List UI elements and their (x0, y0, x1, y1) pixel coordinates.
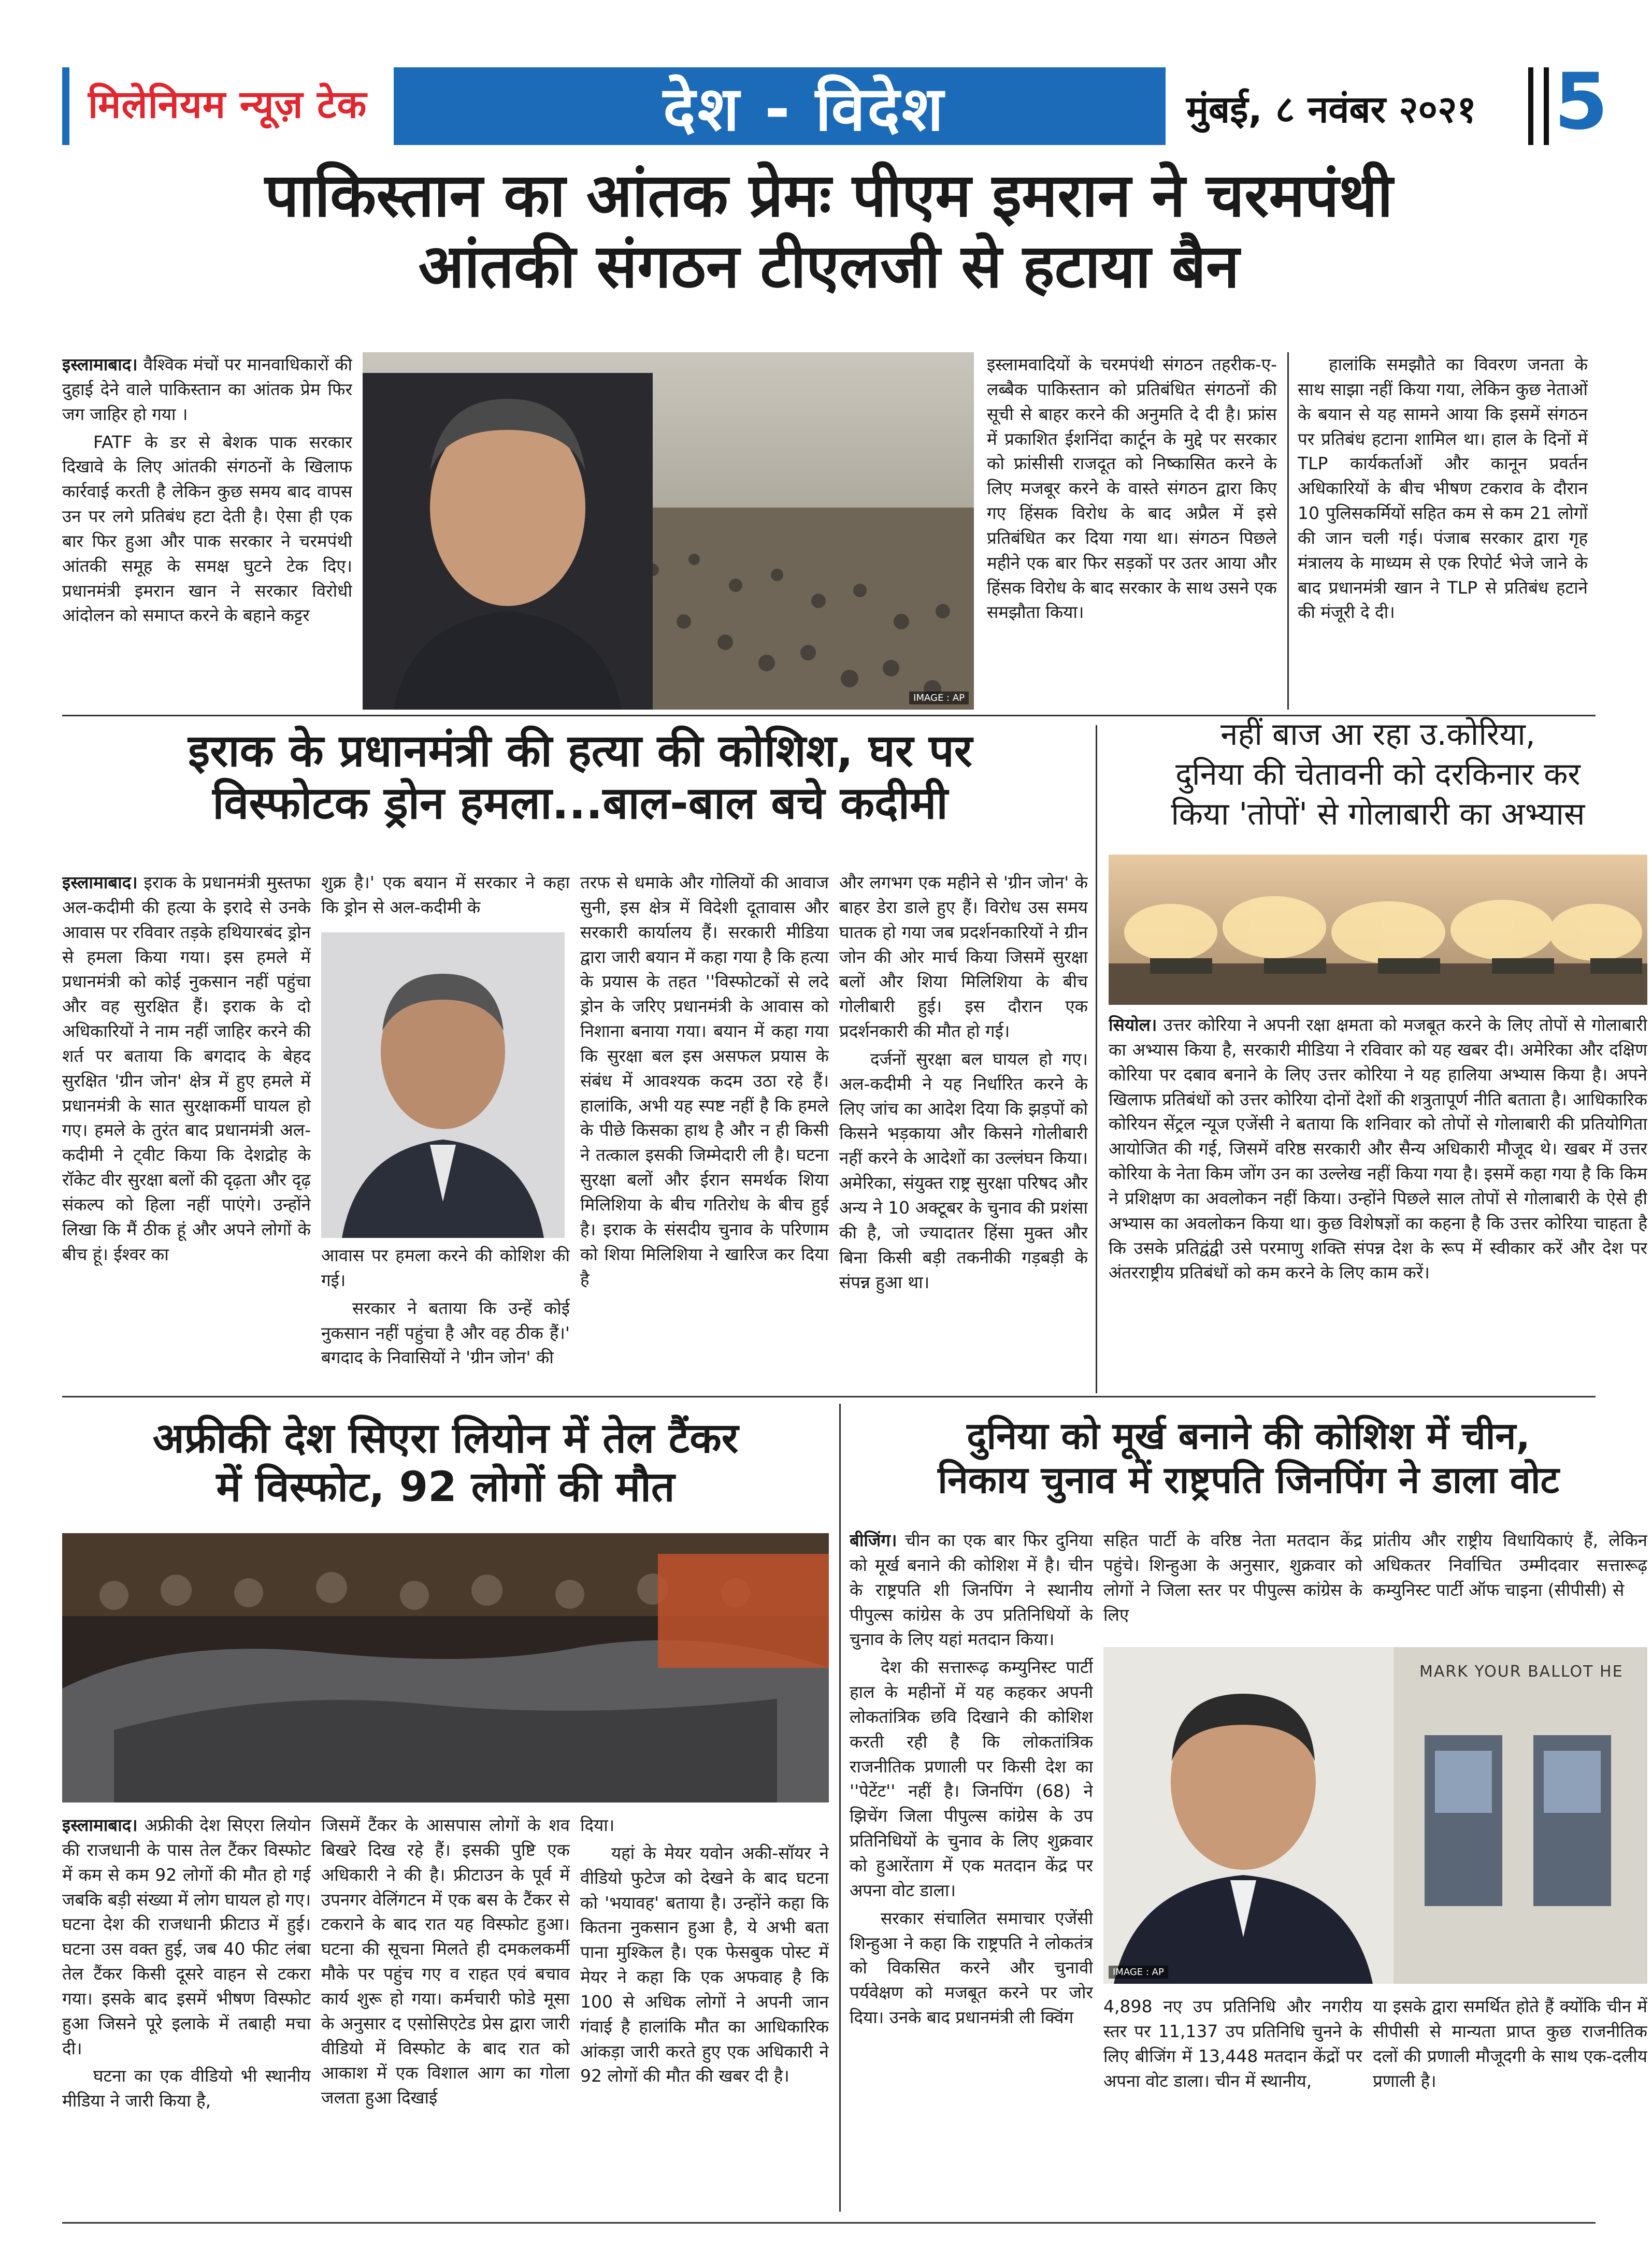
al-kadhimi-photo (321, 932, 565, 1238)
story1-col2 (987, 352, 1277, 715)
paragraph: इस्लामवादियों के चरमपंथी संगठन तहरीक-ए-लब्बैक पाकिस्तान को प्रतिबंधित संगठनों की सूची से बाहर करने की अनुमति दे दी है। फ्रांस में प्रकाशित ईशनिंदा कार्टून के मुद्दे पर सरकार को फ्रांसीसी राजदूत को निष्कासित करने के लिए मजबूर करने के वास्ते संगठन द्वारा किए गए हिंसक विरोध के बाद अप्रैल में इसे प्रतिबंधित कर दिया गया था। संगठन पिछले महीने एक बार फिर सड़कों पर उतर आया और हिंसक विरोध के बाद सरकार के साथ उसने एक समझौता किया। (987, 354, 1277, 623)
story2-headline (62, 725, 1098, 830)
section-title: देश - विदेश (663, 73, 946, 145)
burnt-vehicles-image (62, 1533, 829, 1802)
paragraph: अफ्रीकी देश सिएरा लियोन की राजधानी के पास तेल टैंकर विस्फोट में कम से कम 92 लोगों की मौत हो गई जबकि बड़ी संख्या में लोग घायल हो गए। घटना देश की राजधानी फ्रीटाउ में हुई। घटना उस वक्त हुई, जब 40 फीट लंबा तेल टैंकर किसी दूसरे वाहन से टकरा गया। इसके बाद इसमें भीषण विस्फोट हुआ जिसने पूरे इलाके में तबाही मचा दी। (62, 1815, 311, 2058)
story1-headline-line2: आंतकी संगठन टीएलजी से हटाया बैन (418, 231, 1240, 301)
issue-date: मुंबई, ८ नवंबर २०२१ (1186, 88, 1476, 131)
story2-col2-top (321, 870, 570, 927)
paragraph: सरकार संचालित समाचार एजेंसी शिन्हुआ ने कहा कि राष्ट्रपति ने लोकतंत्र को विकसित करने और चुनावी पर्यवेक्षण को मजबूत करने पर जोर दिया। उनके बाद प्रधानमंत्री ली क्विंग (850, 1908, 1093, 2028)
story3-headline-line2: दुनिया की चेतावनी को दरकिनार कर (1175, 756, 1581, 792)
paragraph: उत्तर कोरिया ने अपनी रक्षा क्षमता को मजबूत करने के लिए तोपों से गोलाबारी का अभ्यास किया है, सरकारी मीडिया ने रविवार को यह खबर दी। अमेरिका और दक्षिण कोरिया पर दबाव बनाने के लिए उत्तर कोरिया ने यह हालिया अभ्यास किया है। अपने खिलाफ प्रतिबंधों को उत्तर कोरिया दोनों देशों की शत्रुतापूर्ण नीति बताता है। आधिकारिक कोरियन सेंट्रल न्यूज एजेंसी ने बताया कि शनिवार को तोपों से गोलाबारी की प्रतियोगिता आयोजित की गई, जिसमें वरिष्ठ सरकारी और सैन्य अधिकारी मौजूद थे। खबर में उत्तर कोरिया के नेता किम जोंग उन का उल्लेख नहीं किया गया है। इसमें कहा गया है कि किम ने प्रशिक्षण का अवलोकन नहीं किया। उन्होंने पिछले साल तोपों से गोलाबारी के ऐसे ही अभ्यास का अवलोकन किया था। कुछ विशेषज्ञों का कहना है कि उत्तर कोरिया चाहता है कि उसके प्रतिद्वंद्वी उसे परमाणु शक्ति संपन्न देश के रूप में स्वीकार करें और देश पर अंतरराष्ट्रीय प्रतिबंधों को कम करने के लिए काम करें। (1109, 1015, 1647, 1283)
paragraph: दर्जनों सुरक्षा बल घायल हो गए। अल-कदीमी ने यह निर्धारित करने के लिए जांच का आदेश दिया कि झड़पों को किसने भड़काया और किसने गोलीबारी नहीं करने के आदेशों का उल्लंघन किया। अमेरिका, संयुक्त राष्ट्र सुरक्षा परिषद और अन्य ने 10 अक्टूबर के चुनाव की प्रशंसा की है, जो ज्यादातर हिंसा मुक्त और बिना किसी बड़ी तकनीकी गड़बड़ी के संपन्न हुआ था। (839, 1048, 1088, 1292)
story4-col3 (580, 1813, 829, 2207)
imran-khan-photo (363, 352, 974, 710)
paragraph: सरकार ने बताया कि उन्हें कोई नुकसान नहीं पहुंचा है और वह ठीक हैं।' बगदाद के निवासियों ने 'ग्रीन जोन' की (321, 1297, 570, 1368)
story3-headline (1109, 715, 1647, 834)
paragraph: चीन का एक बार फिर दुनिया को मूर्ख बनाने की कोशिश में है। चीन के राष्ट्रपति शी जिनपिंग ने स्थानीय पीपुल्स कांग्रेस के उप प्रतिनिधियों के चुनाव के लिए यहां मतदान किया। (850, 1530, 1093, 1650)
story5-col3-bottom (1373, 1994, 1647, 2212)
story2-col3 (580, 870, 829, 1388)
paragraph: FATF के डर से बेशक पाक सरकार दिखावे के लिए आंतकी संगठनों के खिलाफ कार्रवाई करती है लेकिन कुछ समय बाद वापस उन पर लगे प्रतिबंध हटा देती है। ऐसा ही एक बार फिर हुआ और पाक सरकार ने चरमपंथी आंतकी समूह के समक्ष घुटने टेक दिए। प्रधानमंत्री इमरान खान ने सरकार विरोधी आंदोलन को समाप्त करने के बहाने कट्टर (62, 431, 352, 626)
paragraph: शुक्र है।' एक बयान में सरकार ने कहा कि ड्रोन से अल-कदीमी के (321, 872, 570, 917)
tanker-explosion-photo (62, 1533, 829, 1802)
voting-image (1103, 1647, 1647, 1984)
artillery-drill-photo (1109, 855, 1647, 1005)
story3-headline-line1: नहीं बाज आ रहा उ.कोरिया, (1220, 716, 1535, 753)
paragraph: यहां के मेयर यवोन अकी-सॉयर ने वीडियो फुटेज को देखने के बाद घटना को 'भयावह' बताया है। उन्होंने कहा कि कितना नुकसान हुआ है, ये अभी बता पाना मुश्किल है। एक फेसबुक पोस्ट में मेयर ने कहा कि एक अफवाह है कि 100 से अधिक लोगों ने अपनी जान गंवाई है हालांकि मौत का आधिकारिक आंकड़ा जारी करते हुए एक अधिकारी ने 92 लोगों की मौत की खबर दी है। (580, 1842, 829, 2086)
paragraph: दिया। (580, 1815, 615, 1835)
story4-headline-line1: अफ्रीकी देश सिएरा लियोन में तेल टैंकर (152, 1414, 739, 1462)
story1-col1 (62, 352, 352, 715)
paragraph: वैश्विक मंचों पर मानवाधिकारों की दुहाई देने वाले पाकिस्तान का आंतक प्रेम फिर जग जाहिर हो गया । (62, 354, 352, 424)
story5-col3-top (1373, 1528, 1647, 1642)
column-divider (1287, 352, 1289, 710)
paragraph: देश की सत्तारूढ़ कम्युनिस्ट पार्टी हाल के महीनों में यह कहकर अपनी लोकतांत्रिक छवि दिखाने की कोशिश करती रही है कि लोकतांत्रिक राजनीतिक प्रणाली पर किसी देश का ''पेटेंट'' नहीं है। जिनपिंग (68) ने झिचेंग जिला पीपुल्स कांग्रेस के उप प्रतिनिधियों के चुनाव के लिए शुक्रवार को हुआरेंताग में एक मतदान केंद्र पर अपना वोट डाला। (850, 1657, 1093, 1900)
dateline: इस्लामाबाद। (62, 354, 138, 374)
story5-headline-line2: निकाय चुनाव में राष्ट्रपति जिनपिंग ने डाला वोट (938, 1458, 1559, 1502)
paragraph: प्रांतीय और राष्ट्रीय विधायिकाएं हैं, लेकिन अधिकतर निर्वाचित उम्मीदवार सत्तारूढ़ कम्युनिस्ट पार्टी ऑफ चाइना (सीपीसी) से (1373, 1530, 1647, 1600)
story2-headline-line1: इराक के प्रधानमंत्री की हत्या की कोशिश, घर पर (188, 725, 972, 777)
ballot-sign: MARK YOUR BALLOT HE (1419, 1663, 1624, 1681)
paragraph: 4,898 नए उप प्रतिनिधि और नगरीय स्तर पर 11,137 उप प्रतिनिधि चुनने के लिए बीजिंग में 13,448 मतदान केंद्रों पर अपना वोट डाला। चीन में स्थानीय, (1103, 1996, 1362, 2091)
story4-headline-line2: में विस्फोट, 92 लोगों की मौत (216, 1463, 675, 1511)
paragraph: हालांकि समझौते का विवरण जनता के साथ साझा नहीं किया गया, लेकिन कुछ नेताओं के बयान से यह सामने आया कि इसमें संगठन पर प्रतिबंध हटाना शामिल था। हाल के दिनों में TLP कार्यकर्ताओं और कानून प्रवर्तन अधिकारियों के बीच भीषण टकराव के दौरान 10 पुलिसकर्मियों सहित कम से कम 21 लोगों की जान चली गई। पंजाब सरकार द्वारा गृह मंत्रालय के माध्यम से एक रिपोर्ट भेजे जाने के बाद प्रधानमंत्री खान ने TLP से प्रतिबंध हटाने की मंजूरी दे दी। (1298, 354, 1588, 623)
story4-col2 (321, 1813, 570, 2207)
paragraph: घटना का एक वीडियो भी स्थानीय मीडिया ने जारी किया है, (62, 2066, 311, 2111)
story1-col3 (1298, 352, 1588, 715)
protest-crowd-image (363, 352, 974, 710)
paragraph: और लगभग एक महीने से 'ग्रीन जोन' के बाहर डेरा डाले हुए हैं। विरोध उस समय घातक हो गया जब प्रदर्शनकारियों ने ग्रीन जोन की ओर मार्च किया जिसमें सुरक्षा बलों और शिया मिलिशिया के बीच गोलीबारी हुई। इस दौरान एक प्रदर्शनकारी की मौत हो गई। (839, 872, 1088, 1042)
story5-headline-line1: दुनिया को मूर्ख बनाने की कोशिश में चीन, (967, 1414, 1530, 1458)
story1-headline-line1: पाकिस्तान का आंतक प्रेमः पीएम इमरान ने चरमपंथी (265, 161, 1393, 230)
page-number: 5 (1554, 57, 1608, 147)
artillery-image (1109, 855, 1647, 1005)
column-divider (839, 1404, 841, 2212)
photo-credit: IMAGE : AP (909, 691, 969, 704)
story3-headline-line3: किया 'तोपों' से गोलाबारी का अभ्यास (1171, 796, 1585, 832)
story2-col2-bottom (321, 1243, 570, 1393)
paragraph: या इसके द्वारा समर्थित होते हैं क्योंकि चीन में सीपीसी से मान्यता प्राप्त कुछ राजनीतिक दलों की प्रणाली मौजूदगी के साथ एक-दलीय प्रणाली है। (1373, 1996, 1647, 2091)
story2-col1 (62, 870, 311, 1388)
dateline: इस्लामाबाद। (62, 1815, 138, 1835)
dateline: इस्लामाबाद। (62, 872, 138, 892)
brand-name: मिलेनियम न्यूज़ टेक (88, 82, 367, 127)
section-divider (62, 1396, 1596, 1397)
bottom-rule (62, 2222, 1596, 2224)
story5-col2-top (1103, 1528, 1362, 1642)
story4-col1 (62, 1813, 311, 2207)
column-divider (1096, 725, 1097, 1393)
story5-headline (850, 1414, 1647, 1502)
paragraph: इराक के प्रधानमंत्री मुस्तफा अल-कदीमी की हत्या के इरादे से उनके आवास पर रविवार तड़के हथियारबंद ड्रोन से हमला किया गया। इस हमले में प्रधानमंत्री को कोई नुकसान नहीं पहुंचा और वह सुरक्षित हैं। इराक के दो अधिकारियों ने नाम नहीं जाहिर करने की शर्त पर बताया कि बगदाद के बेहद सुरक्षित 'ग्रीन जोन' क्षेत्र में हुए हमले में प्रधानमंत्री के सात सुरक्षाकर्मी घायल हो गए। हमले के तुरंत बाद प्रधानमंत्री अल-कदीमी ने ट्वीट किया कि देशद्रोह के रॉकेट वीर सुरक्षा बलों की दृढ़ता और दृढ़ संकल्प को हिला नहीं पाएंगे। उन्होंने लिखा कि मैं ठीक हूं और अपने लोगों के बीच हूं। ईश्वर का (62, 872, 311, 1264)
story1-headline (62, 161, 1596, 302)
paragraph: आवास पर हमला करने की कोशिश की गई। (321, 1245, 570, 1290)
dateline: बीजिंग। (850, 1530, 897, 1550)
paragraph: जिसमें टैंकर के आसपास लोगों के शव बिखरे दिख रहे हैं। इसकी पुष्टि एक अधिकारी ने की है। फ्रीटाउन के पूर्व में उपनगर वेलिंगटन में एक बस के टैंकर से टकराने के बाद रात यह विस्फोट हुआ। घटना की सूचना मिलते ही दमकलकर्मी मौके पर पहुंच गए व राहत एवं बचाव कार्य शुरू हो गया। कर्मचारी फोडे मूसा के अनुसार द एसोसिएटेड प्रेस द्वारा जारी वीडियो में विस्फोट के बाद रात को आकाश में एक विशाल आग का गोला जलता हुआ दिखाई (321, 1815, 570, 2108)
dateline: सियोल। (1109, 1015, 1157, 1035)
page-number-bars (1528, 67, 1549, 145)
story2-headline-line2: विस्फोटक ड्रोन हमला...बाल-बाल बचे कदीमी (212, 777, 948, 830)
story5-col1 (850, 1528, 1093, 2212)
story4-headline (62, 1414, 829, 1512)
story5-col2-bottom (1103, 1994, 1362, 2212)
story3-body (1109, 1013, 1647, 1391)
photo-credit: IMAGE : AP (1109, 1966, 1168, 1979)
xi-jinping-photo (1103, 1647, 1647, 1984)
story2-col4 (839, 870, 1088, 1388)
paragraph: सहित पार्टी के वरिष्ठ नेता मतदान केंद्र पहुंचे। शिन्हुआ के अनुसार, शुक्रवार को लोगों ने जिला स्तर पर पीपुल्स कांग्रेस के लिए (1103, 1530, 1362, 1625)
paragraph: तरफ से धमाके और गोलियों की आवाज सुनी, इस क्षेत्र में विदेशी दूतावास और सरकारी कार्यालय हैं। सरकारी मीडिया द्वारा जारी बयान में कहा गया है कि हत्या के प्रयास के तहत ''विस्फोटकों से लदे ड्रोन के जरिए प्रधानमंत्री के आवास को निशाना बनाया गया। बयान में कहा गया कि सुरक्षा बल इस असफल प्रयास के संबंध में आवश्यक कदम उठा रहे हैं। हालांकि, अभी यह स्पष्ट नहीं है कि हमले के पीछे किसका हाथ है और न ही किसी ने तत्काल इसकी जिम्मेदारी ली है। घटना सुरक्षा बलों और ईरान समर्थक शिया मिलिशिया के बीच गतिरोध के बीच हुई है। इराक के संसदीय चुनाव के परिणाम को शिया मिलिशिया ने खारिज कर दिया है (580, 872, 829, 1289)
portrait-image (321, 932, 565, 1238)
